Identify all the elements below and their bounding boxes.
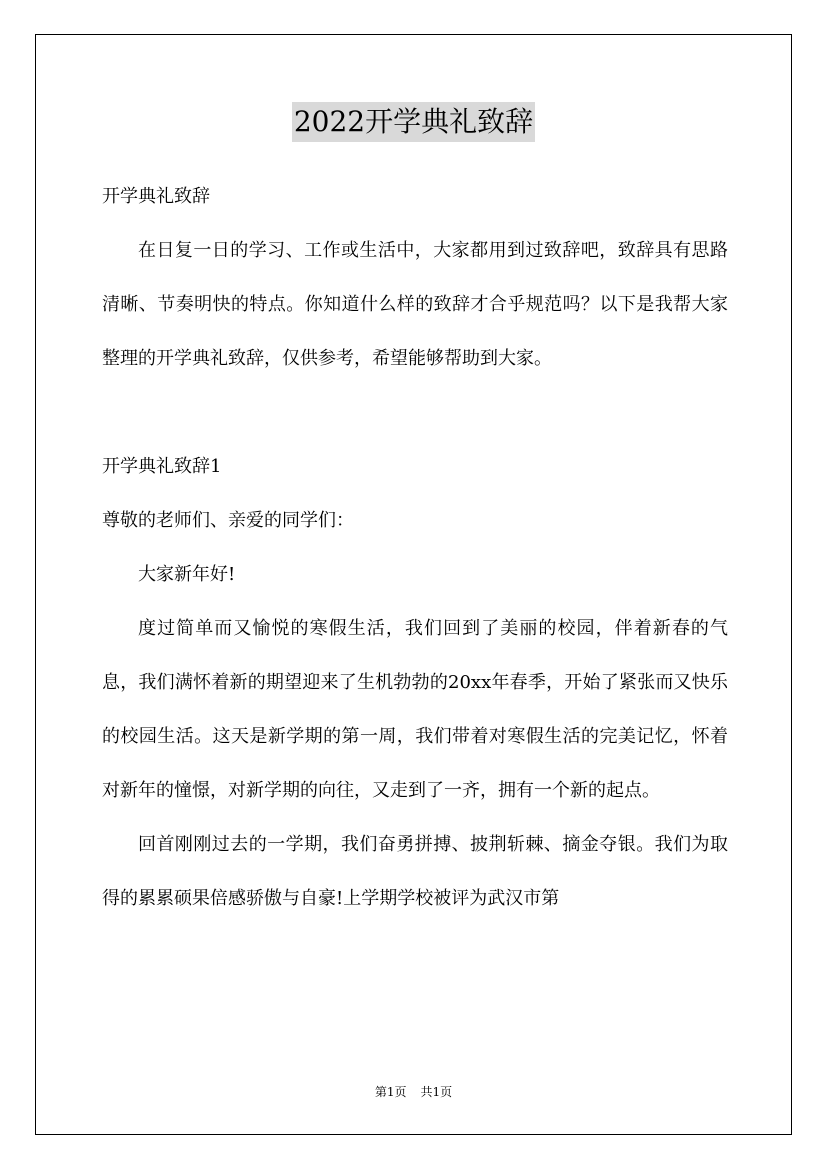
page-footer xyxy=(0,1084,827,1100)
document-title: 2022开学典礼致辞 xyxy=(292,102,535,142)
page-number: 第1页 xyxy=(374,1085,407,1099)
document-heading: 开学典礼致辞 xyxy=(102,186,210,207)
paragraph-2: 回首刚刚过去的一学期，我们奋勇拼搏、披荆斩棘、摘金夺银。我们为取得的累累硕果倍感骄傲与自豪!上学期学校被评为武汉市第 xyxy=(102,834,728,909)
document-body xyxy=(102,170,728,926)
intro-paragraph: 在日复一日的学习、工作或生活中，大家都用到过致辞吧，致辞具有思路清晰、节奏明快的特点。你知道什么样的致辞才合乎规范吗？以下是我帮大家整理的开学典礼致辞，仅供参考，希望能够帮助到大家。 xyxy=(102,240,728,369)
paragraph-1: 度过简单而又愉悦的寒假生活，我们回到了美丽的校园，伴着新春的气息，我们满怀着新的期望迎来了生机勃勃的20xx年春季，开始了紧张而又快乐的校园生活。这天是新学期的第一周，我们带着对寒假生活的完美记忆，怀着对新年的憧憬，对新学期的向往，又走到了一齐，拥有一个新的起点。 xyxy=(102,618,728,801)
page-total: 共1页 xyxy=(420,1085,453,1099)
salutation: 尊敬的老师们、亲爱的同学们： xyxy=(102,510,354,531)
greeting: 大家新年好! xyxy=(138,564,236,585)
section-heading: 开学典礼致辞1 xyxy=(102,456,222,477)
title-container xyxy=(0,102,827,142)
blank-line xyxy=(102,386,728,440)
